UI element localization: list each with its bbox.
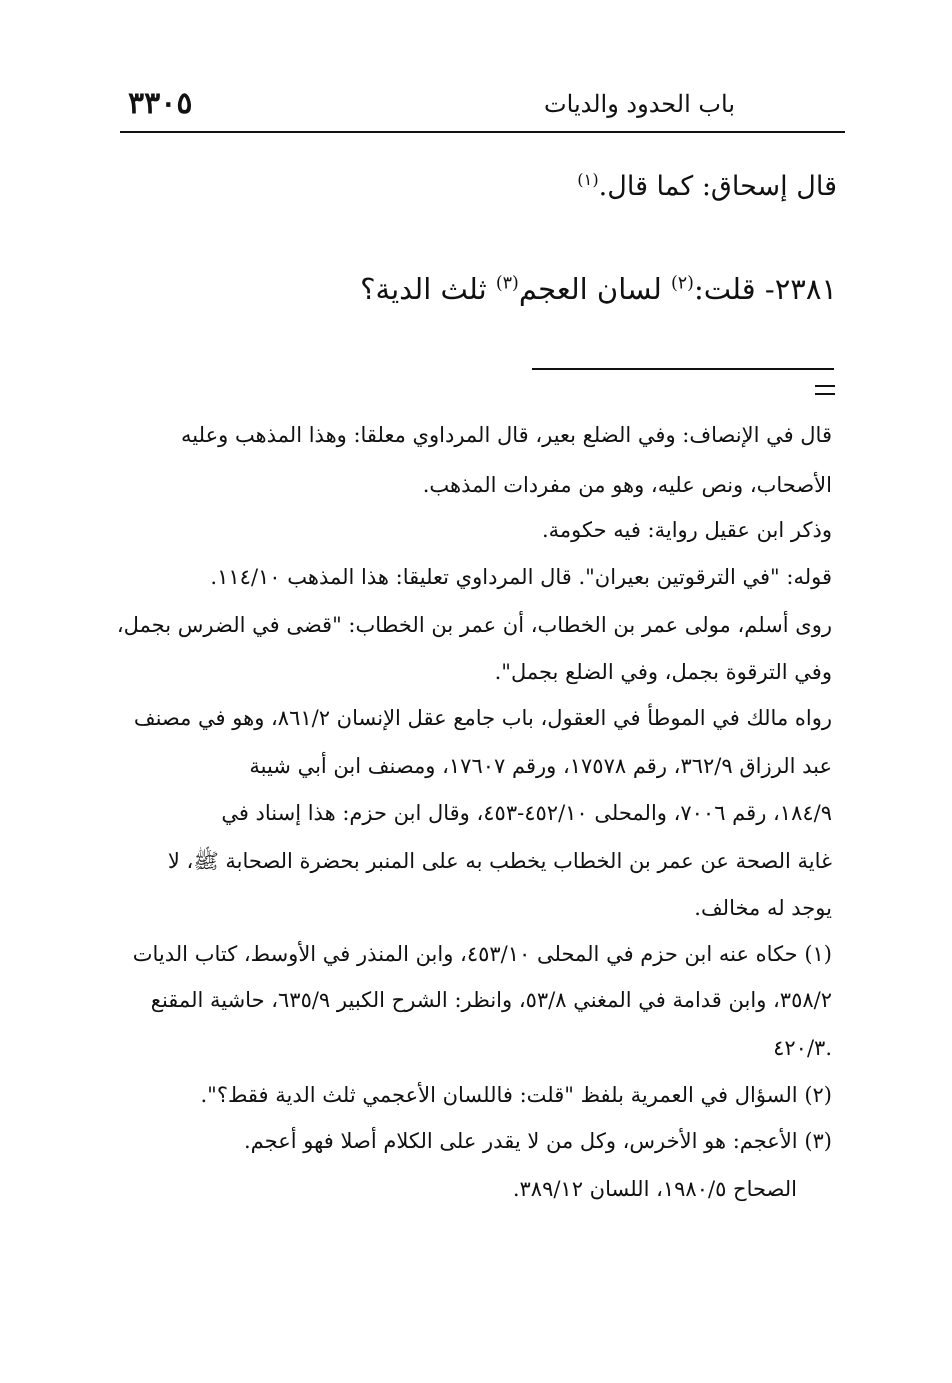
footnote-line: ١٨٤/٩، رقم ٧٠٠٦، والمحلى ٤٥٢/١٠-٤٥٣، وقال ابن حزم: هذا إسناد في (221, 801, 832, 825)
continuation-mark (815, 385, 835, 401)
footnote-ref-3: (٣) (495, 273, 519, 294)
statement-text: قال إسحاق: كما قال. (598, 171, 837, 202)
page-number: ٣٣٠٥ (128, 86, 193, 121)
ishaq-statement (577, 170, 837, 202)
footnote-ref-2: (٢) (671, 273, 694, 294)
footnote-3: (٣) الأعجم: هو الأخرس، وكل من لا يقدر على الكلام أصلا فهو أعجم. (243, 1129, 832, 1153)
footnote-line: وذكر ابن عقيل رواية: فيه حكومة. (541, 518, 832, 542)
question-text-a: قلت: (693, 272, 756, 306)
footnote-line: قال في الإنصاف: وفي الضلع بعير، قال المرداوي معلقا: وهذا المذهب وعليه (181, 423, 832, 447)
footnote-line: غاية الصحة عن عمر بن الخطاب يخطب به على المنبر بحضرة الصحابة ﷺ، لا (167, 849, 832, 873)
footnote-2: (٢) السؤال في العمرية بلفظ "قلت: فاللسان الأعجمي ثلث الدية فقط؟". (200, 1083, 832, 1107)
question-text-b: لسان العجم (518, 272, 662, 306)
footnote-line: عبد الرزاق ٣٦٢/٩، رقم ١٧٥٧٨، ورقم ١٧٦٠٧، ومصنف ابن أبي شيبة (249, 754, 832, 778)
header-divider (120, 131, 845, 133)
footnote-line: رواه مالك في الموطأ في العقول، باب جامع عقل الإنسان ٨٦١/٢، وهو في مصنف (133, 706, 832, 730)
question-2381 (360, 272, 837, 306)
footnote-1: (١) حكاه عنه ابن حزم في المحلى ٤٥٣/١٠، وابن المنذر في الأوسط، كتاب الديات (132, 942, 832, 966)
footnote-ref-1: (١) (577, 170, 599, 189)
page-header (120, 88, 845, 128)
footnote-line: يوجد له مخالف. (694, 896, 832, 920)
question-number: ٢٣٨١- (764, 272, 837, 306)
footnote-3-cont: الصحاح ١٩٨٠/٥، اللسان ٣٨٩/١٢. (512, 1177, 797, 1201)
footnote-1-cont: ٣٥٨/٢، وابن قدامة في المغني ٥٣/٨، وانظر: الشرح الكبير ٦٣٥/٩، حاشية المقنع (150, 988, 832, 1012)
footnote-1-cont: ٤٢٠/٣. (773, 1036, 832, 1060)
footnote-line: وفي الترقوة بجمل، وفي الضلع بجمل". (494, 660, 832, 684)
footnote-divider (532, 368, 834, 370)
footnote-line: قوله: "في الترقوتين بعيران". قال المرداوي تعليقا: هذا المذهب ١١٤/١٠. (210, 565, 832, 589)
footnote-line: روى أسلم، مولى عمر بن الخطاب، أن عمر بن الخطاب: "قضى في الضرس بجمل، (116, 613, 832, 637)
chapter-title: باب الحدود والديات (544, 90, 735, 118)
question-text-c: ثلث الدية؟ (360, 272, 487, 306)
footnote-line: الأصحاب، ونص عليه، وهو من مفردات المذهب. (422, 473, 832, 497)
